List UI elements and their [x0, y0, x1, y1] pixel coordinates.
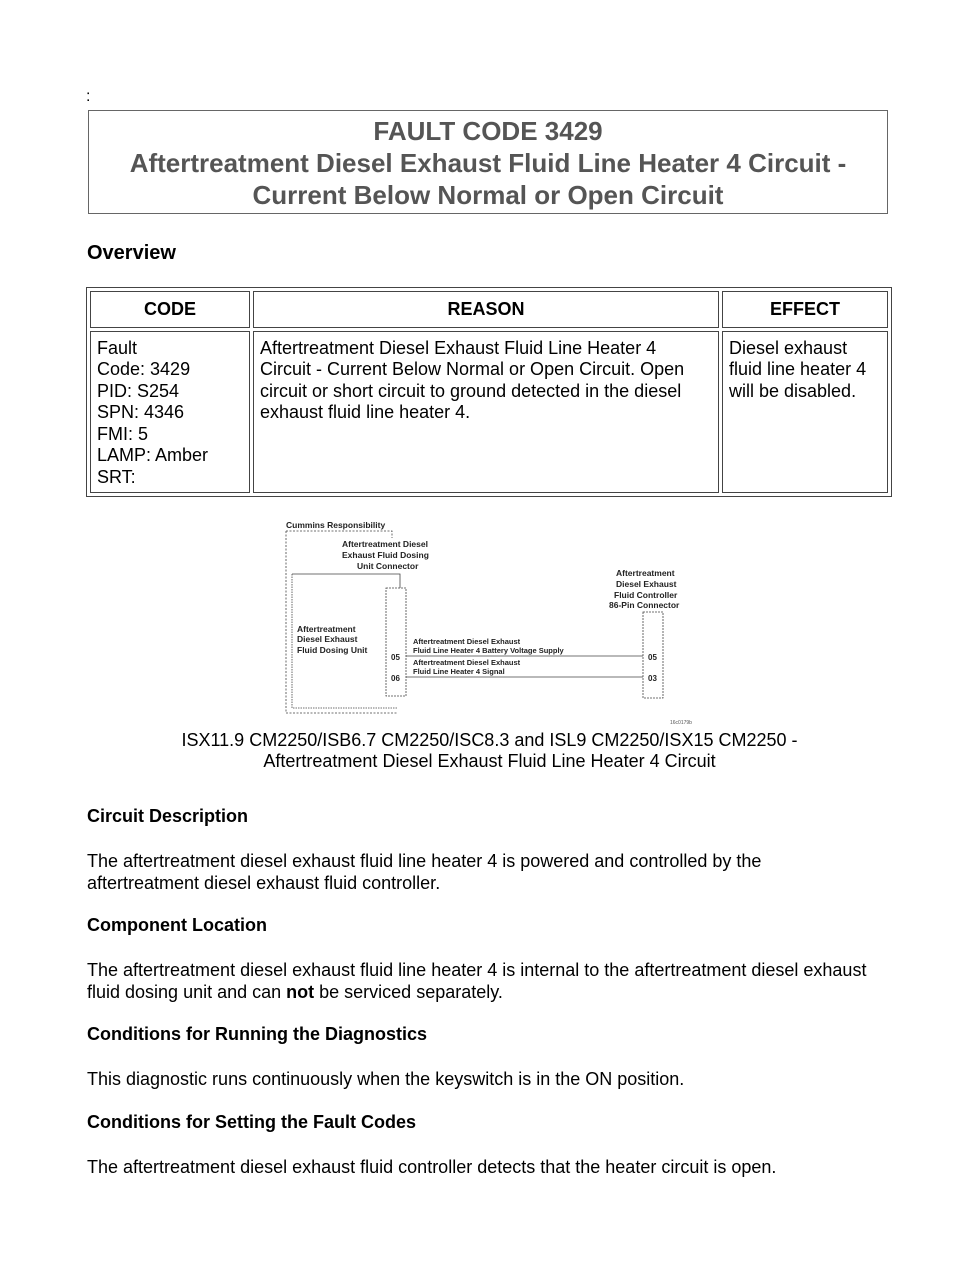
code-line: LAMP: Amber	[97, 445, 209, 465]
wire-label: Fluid Line Heater 4 Battery Voltage Supply	[413, 646, 564, 655]
responsibility-label: Cummins Responsibility	[286, 520, 386, 530]
component-location-text	[87, 959, 877, 1003]
dosing-unit-outline	[292, 574, 400, 588]
wire-label: Fluid Line Heater 4 Signal	[413, 667, 505, 676]
fault-title-line-2: Aftertreatment Diesel Exhaust Fluid Line Heater 4 Circuit -	[129, 148, 847, 178]
effect-cell: Diesel exhaust fluid line heater 4 will be disabled.	[722, 331, 888, 494]
table-row	[90, 331, 888, 494]
unit-label: Aftertreatment	[297, 624, 356, 634]
controller-label: 86-Pin Connector	[609, 600, 680, 610]
controller-label: Fluid Controller	[614, 590, 678, 600]
connector-label: Exhaust Fluid Dosing	[342, 550, 429, 560]
code-cell	[90, 331, 250, 494]
fault-title-box	[88, 110, 888, 214]
code-line: SPN: 4346	[97, 402, 185, 422]
pin-label: 03	[648, 674, 657, 683]
wire-label: Aftertreatment Diesel Exhaust	[413, 658, 521, 667]
pin-label: 05	[648, 653, 657, 662]
connector-label: Unit Connector	[357, 561, 419, 571]
responsibility-bracket	[286, 531, 392, 538]
component-location-heading: Component Location	[87, 915, 267, 935]
location-text-part: be serviced separately.	[314, 982, 503, 1002]
code-line: SRT:	[97, 466, 136, 487]
unit-label: Fluid Dosing Unit	[297, 645, 368, 655]
code-line: Code: 3429	[97, 359, 191, 379]
location-text-emphasis: not	[286, 982, 315, 1002]
fault-overview-table	[86, 287, 892, 497]
caption-line: ISX11.9 CM2250/ISB6.7 CM2250/ISC8.3 and ISL9 CM2250/ISX15 CM2250 -	[181, 730, 798, 750]
code-line: Fault	[97, 337, 138, 358]
setting-conditions-heading: Conditions for Setting the Fault Codes	[87, 1112, 416, 1132]
location-text-part: The aftertreatment diesel exhaust fluid line heater 4 is internal to the aftertreatment diesel exhaust fluid dosing unit and can	[87, 960, 867, 1002]
leading-mark: :	[86, 88, 91, 105]
setting-conditions-text: The aftertreatment diesel exhaust fluid controller detects that the heater circuit is open.	[87, 1157, 777, 1177]
pin-label: 06	[391, 674, 400, 683]
unit-label: Diesel Exhaust	[297, 634, 358, 644]
circuit-description-heading: Circuit Description	[87, 806, 249, 826]
figure-id: 16c0179b	[670, 720, 692, 726]
figure-caption	[100, 730, 879, 772]
header-reason: REASON	[253, 291, 719, 328]
running-conditions-text: This diagnostic runs continuously when the keyswitch is in the ON position.	[87, 1069, 685, 1089]
fault-code-title: FAULT CODE 3429	[373, 116, 603, 146]
code-line: FMI: 5	[97, 423, 149, 444]
circuit-description-text: The aftertreatment diesel exhaust fluid line heater 4 is powered and controlled by the aftertreatment diesel exhaust fluid controller.	[87, 851, 762, 893]
header-effect: EFFECT	[722, 291, 888, 328]
wire-label: Aftertreatment Diesel Exhaust	[413, 637, 521, 646]
caption-line: Aftertreatment Diesel Exhaust Fluid Line Heater 4 Circuit	[263, 751, 716, 771]
header-code: CODE	[90, 291, 250, 328]
table-header-row	[90, 291, 888, 328]
pin-label: 05	[391, 653, 400, 662]
wiring-diagram	[280, 518, 700, 728]
overview-heading: Overview	[87, 242, 176, 264]
controller-label: Diesel Exhaust	[616, 579, 677, 589]
controller-label: Aftertreatment	[616, 568, 675, 578]
reason-cell: Aftertreatment Diesel Exhaust Fluid Line Heater 4 Circuit - Current Below Normal or Open Circuit. Open circuit or short circuit to ground detected in the diesel exhaust fluid line heater 4.	[253, 331, 719, 494]
code-line: PID: S254	[97, 380, 180, 401]
fault-title-line-3: Current Below Normal or Open Circuit	[252, 180, 724, 210]
running-conditions-heading: Conditions for Running the Diagnostics	[87, 1024, 427, 1044]
connector-label: Aftertreatment Diesel	[342, 539, 428, 549]
